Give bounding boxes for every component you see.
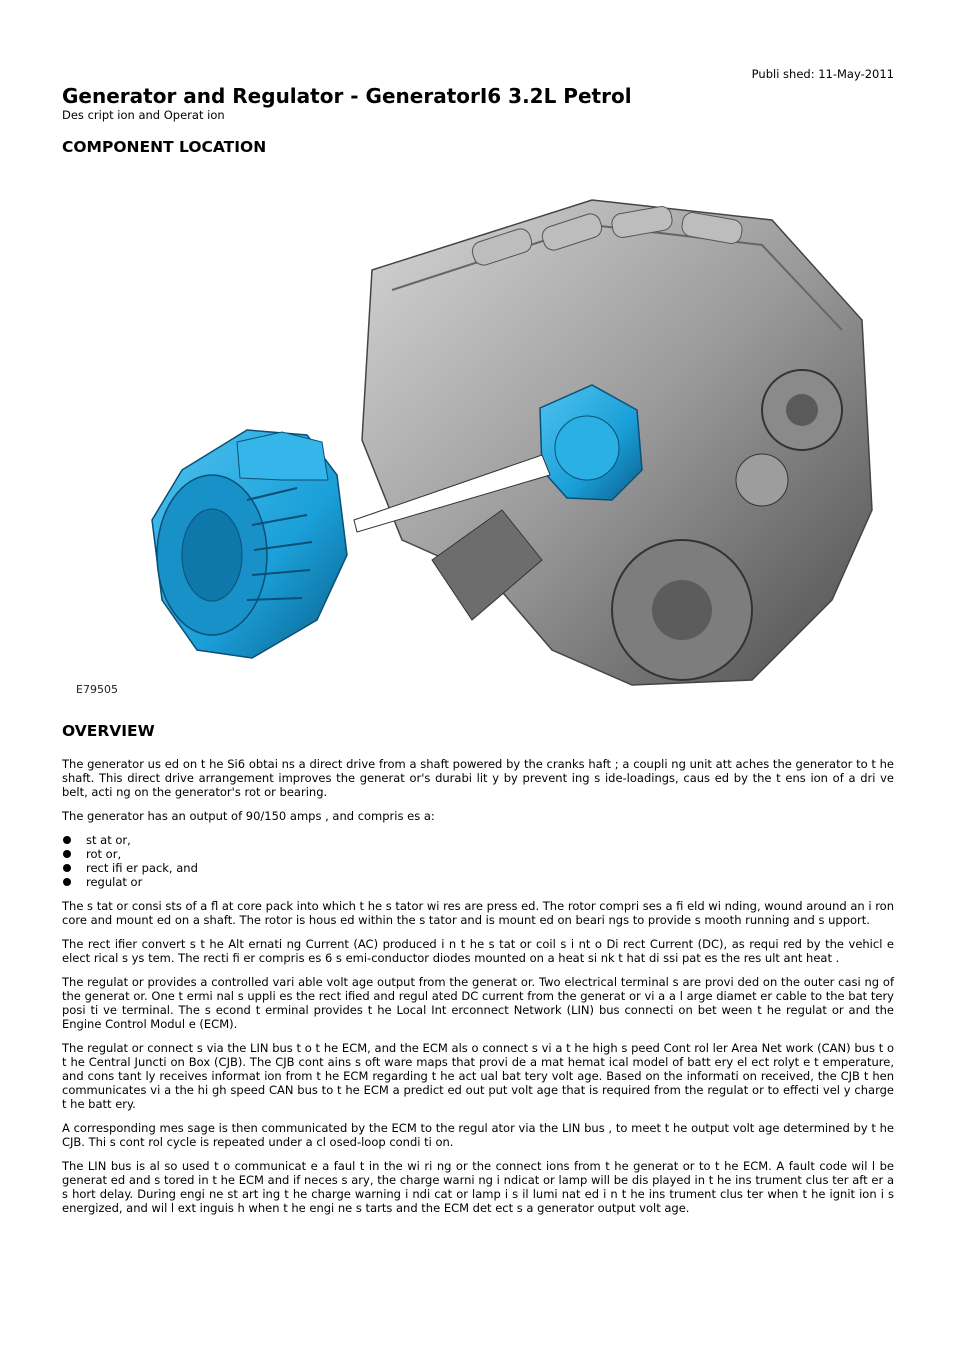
overview-body — [62, 757, 894, 1225]
list-item: regulat or — [62, 875, 894, 889]
engine-generator-illustration — [72, 180, 892, 705]
figure-code: E79505 — [76, 683, 118, 696]
paragraph: The s tat or consi sts of a fl at core pack into which t he s tator wi res are press ed. The rotor compri ses a fi eld wi nding, wound around an i ron core and mount ed on a shaft. The rotor is hous ed within the s tator and is mount ed on beari ngs to provide s mooth running and s upport. — [62, 899, 894, 927]
paragraph: The LIN bus is al so used t o communicat e a faul t in the wi ri ng or the connect ions from t he generat or to t he ECM. A fault code wil l be generat ed and s tored in t he ECM and if neces s ary, the charge warni ng i ndicat or lamp will be dis played in t he ins trument clus ter aft er a s hort delay. During engi ne st art ing t he charge warning i ndi cat or lamp i s il lumi nat ed i n t he ins trument clus ter when t he ignit ion i s energized, and wil l ext inguis h when t he engi ne s tarts and the ECM det ect s a generator output volt age. — [62, 1159, 894, 1215]
list-item: rect ifi er pack, and — [62, 861, 894, 875]
component-list — [62, 833, 894, 889]
page-title: Generator and Regulator - GeneratorI6 3.2L Petrol — [62, 84, 632, 108]
paragraph: A corresponding mes sage is then communicated by the ECM to the regul ator via the LIN bus , to meet t he output volt age determined by t he CJB. Thi s cont rol cycle is repeated under a cl osed-loop condi ti on. — [62, 1121, 894, 1149]
paragraph: The rect ifier convert s t he Alt ernati ng Current (AC) produced i n t he s tat or coil s i nt o Di rect Current (DC), as requi red by the vehicl e elect rical s ys tem. The recti fi er compris es 6 s emi-conductor diodes mounted on a heat si nk t hat di ssi pat es the res ult ant heat . — [62, 937, 894, 965]
section-heading-component-location: COMPONENT LOCATION — [62, 138, 267, 156]
list-item: st at or, — [62, 833, 894, 847]
paragraph: The regulat or connect s via the LIN bus t o t he ECM, and the ECM als o connect s vi a t he high s peed Cont rol ler Area Net work (CAN) bus t o t he Central Juncti on Box (CJB). The CJB cont ains s oft ware maps that provi de a mat hemat ical model of batt ery el ect rolyt e t emperature, and cons tant ly receives informat ion from t he ECM regarding t he act ual bat tery volt age. Based on the informati on received, the CJB t hen communicates vi a the hi gh speed CAN bus to t he ECM a predict ed out put volt age that is required from the regulat or to effecti vel y charge t he batt ery. — [62, 1041, 894, 1111]
list-item: rot or, — [62, 847, 894, 861]
section-heading-overview: OVERVIEW — [62, 722, 155, 740]
paragraph: The regulat or provides a controlled vari able volt age output from the generat or. Two electrical terminal s are provi ded on the outer casi ng of the generat or. One t ermi nal s uppli es the rect ified and regul ated DC current from the generat or vi a a l arge diamet er cable to the bat tery posi ti ve terminal. The s econd t erminal provides t he Local Int erconnect Network (LIN) bus connecti on bet ween t he regulat or and the Engine Control Modul e (ECM). — [62, 975, 894, 1031]
paragraph: The generator us ed on t he Si6 obtai ns a direct drive from a shaft powered by the cranks haft ; a coupli ng unit att aches the generator to t he shaft. This direct drive arrangement improves the generat or's durabi lit y by prevent ing s ide-loadings, caus ed by the t ens ion of a dri ve belt, acti ng on the generator's rot or bearing. — [62, 757, 894, 799]
paragraph: The generator has an output of 90/150 amps , and compris es a: — [62, 809, 435, 823]
generator-enlarged — [152, 430, 347, 658]
page-subtitle: Des cript ion and Operat ion — [62, 108, 225, 122]
published-date: Publi shed: 11-May-2011 — [751, 67, 894, 81]
